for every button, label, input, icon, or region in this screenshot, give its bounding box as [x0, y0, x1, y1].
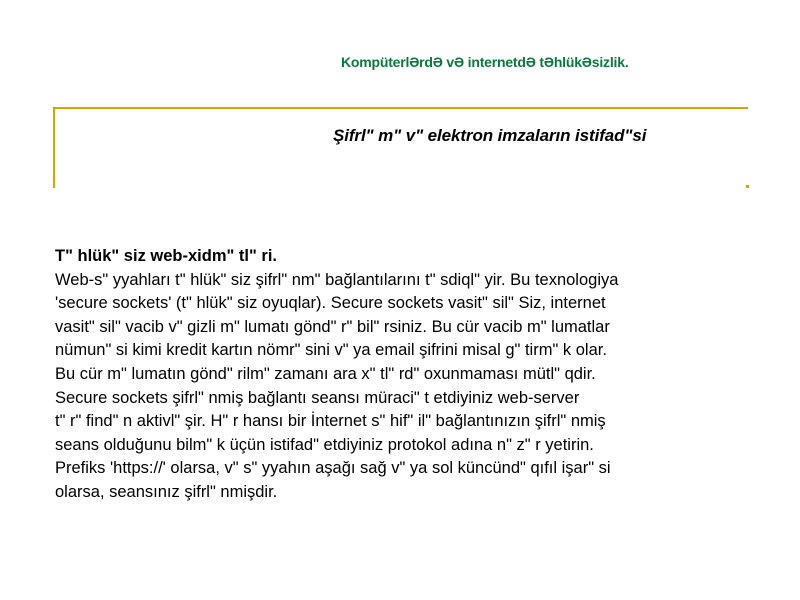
body-line-5: Bu cür m" lumatın gönd" rilm" zamanı ara x" tl" rd" oxunmaması mütl" qdir. [55, 364, 596, 383]
body-line-8: seans olduğunu bilm" k üçün istifad" etdiyiniz protokol adına n" z" r yetirin. [55, 435, 594, 454]
body-line-9: Prefiks 'https://' olarsa, v" s" yyahın aşağı sağ v" ya sol küncünd" qıfıl işar" si [55, 459, 611, 478]
body-line-4: nümun" si kimi kredit kartın nömr" sini v" ya email şifrini misal g" tirm" k olar. [55, 341, 607, 360]
section-heading: T" hlük" siz web-xidm" tl" ri. [55, 247, 277, 265]
frame-top-line [54, 107, 748, 109]
body-line-1: Web-s" yyahları t" hlük" siz şifrl" nm" bağlantılarını t" sdiql" yir. Bu texnologiya [55, 270, 619, 289]
slide-body [55, 245, 755, 505]
body-line-3: vasit" sil" vacib v" gizli m" lumatı gönd" r" bil" rsiniz. Bu cür vacib m" lumatlar [55, 317, 610, 336]
slide-subtitle: Şifrl" m" v" elektron imzaların istifad"si [333, 126, 647, 145]
body-line-10: olarsa, seansınız şifrl" nmişdir. [55, 482, 278, 501]
frame-left-line [53, 107, 55, 188]
body-line-6: Secure sockets şifrl" nmiş bağlantı seansı müraci" t etdiyiniz web-server [55, 388, 580, 407]
frame-corner-mark [746, 185, 749, 188]
body-line-2: 'secure sockets' (t" hlük" siz oyuqlar). Secure sockets vasit" sil" Siz, internet [55, 294, 606, 313]
body-line-7: t" r" find" n aktivl" şir. H" r hansı bir İnternet s" hif" il" bağlantınızın şifrl" nmiş [55, 412, 606, 431]
slide-top-title: KompüterlƏrdƏ vƏ internetdƏ tƏhlükƏsizlik. [341, 54, 629, 70]
